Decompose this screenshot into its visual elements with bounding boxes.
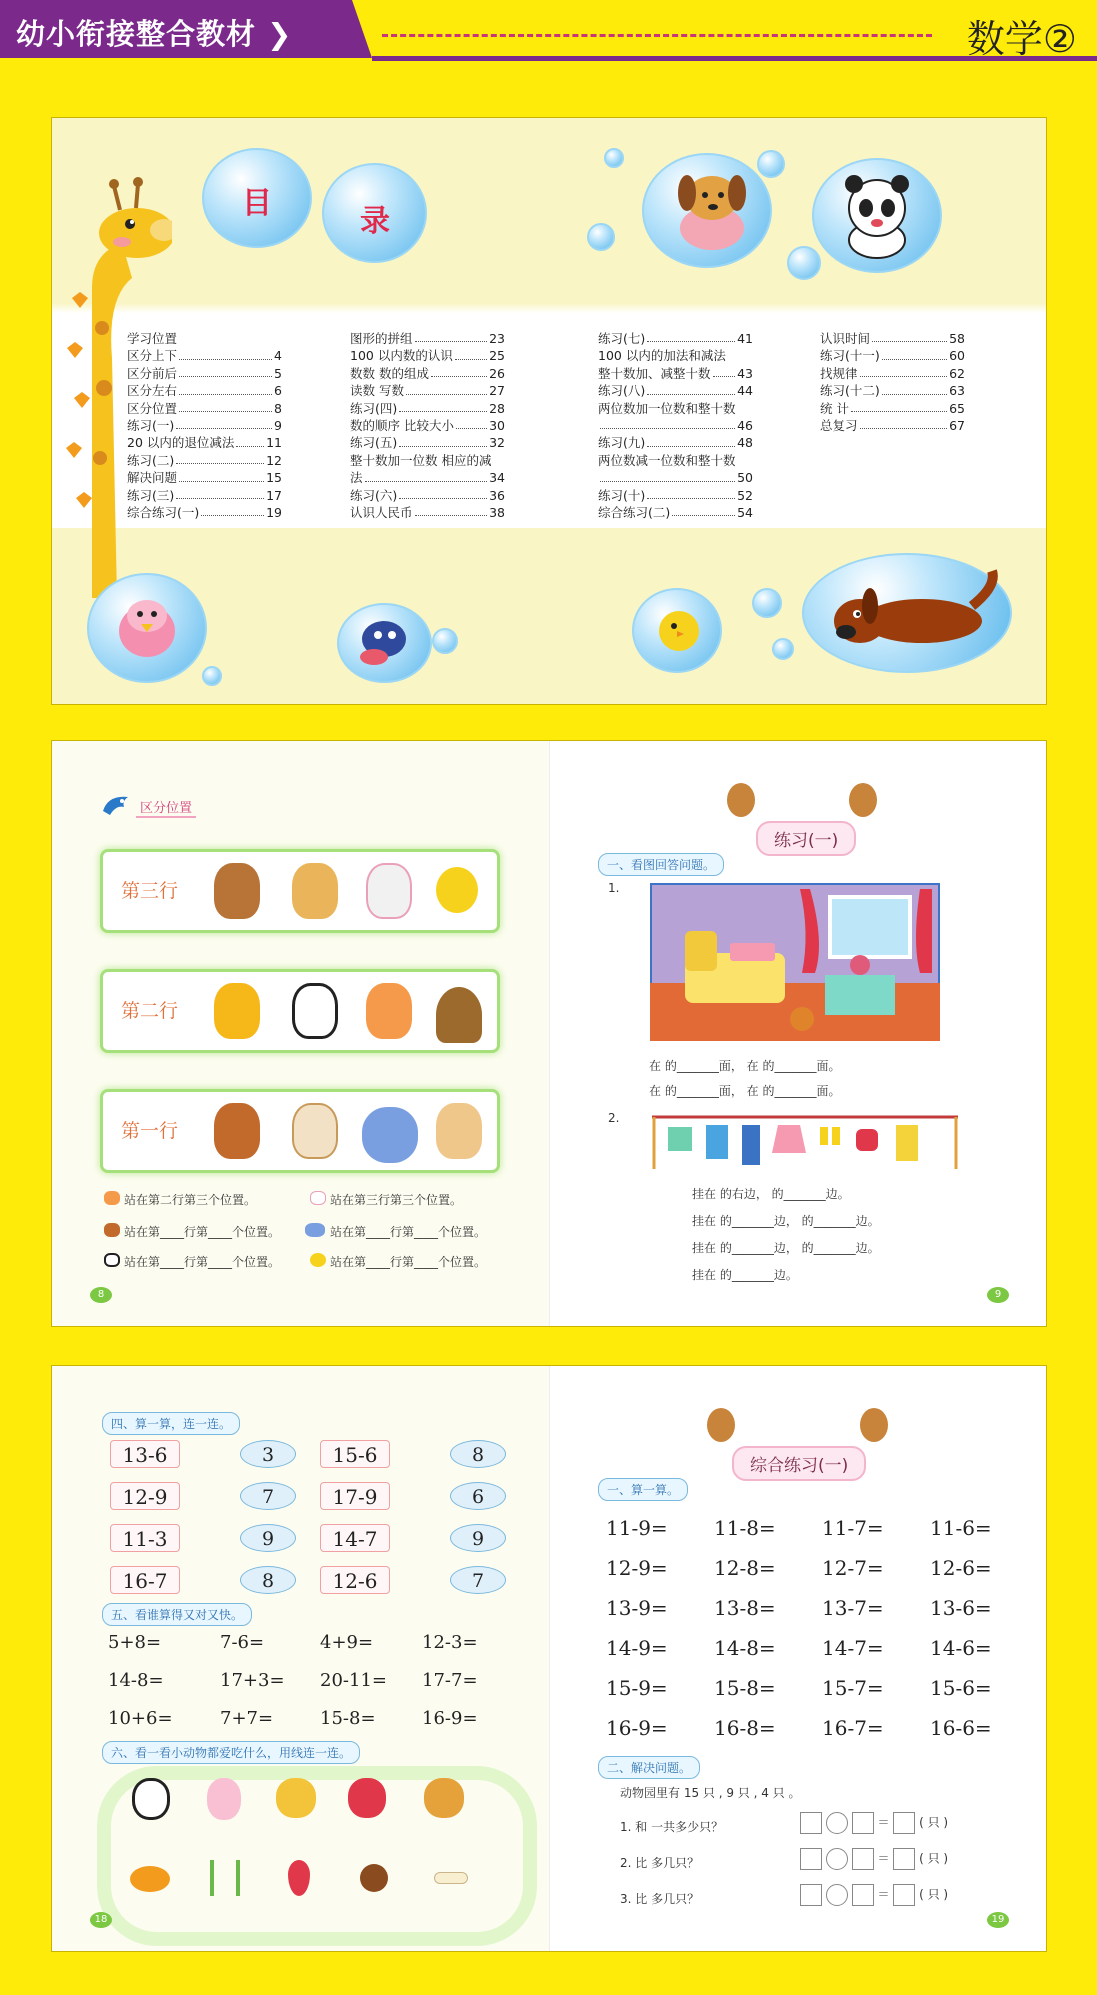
equation[interactable]: 15-6=: [930, 1676, 992, 1700]
section-label: 四、算一算，连一连。: [102, 1412, 240, 1435]
toc-entry[interactable]: 练习(六) 36: [350, 487, 505, 503]
equation[interactable]: 14-9=: [606, 1636, 668, 1660]
toc-entry[interactable]: 综合练习(一) 19: [127, 505, 282, 521]
answer-boxes[interactable]: ＝ ( 只 ): [800, 1812, 948, 1834]
chick-figure[interactable]: [436, 867, 478, 913]
expression-card[interactable]: 12-9: [110, 1482, 180, 1510]
toc-column-2: [350, 330, 505, 521]
equation[interactable]: 11-8=: [714, 1516, 776, 1540]
deer-icon: [104, 1223, 120, 1237]
toc-entry[interactable]: 找规律 62: [820, 365, 965, 381]
answer-oval[interactable]: 6: [450, 1482, 506, 1510]
clothesline-illustration: [650, 1111, 960, 1171]
equation[interactable]: 13-7=: [822, 1596, 884, 1620]
bee-left-icon: [707, 1408, 735, 1442]
toc-entry[interactable]: 练习(五) 32: [350, 435, 505, 451]
exercise-title: 综合练习(一): [732, 1446, 866, 1481]
bear-figure[interactable]: [214, 863, 260, 919]
chick-illustration: [652, 603, 707, 658]
toc-entry[interactable]: 练习(二) 12: [127, 452, 282, 468]
toc-entry[interactable]: 区分上下 4: [127, 348, 282, 364]
answer-oval[interactable]: 8: [450, 1440, 506, 1468]
answer-line[interactable]: 挂在 的_______边， 的_______边。: [692, 1241, 880, 1255]
answer-oval[interactable]: 9: [240, 1524, 296, 1552]
equation[interactable]: 5+8=: [108, 1632, 162, 1653]
spread-pages-8-9: [51, 740, 1047, 1327]
equation[interactable]: 15-9=: [606, 1676, 668, 1700]
equation[interactable]: 4+9=: [320, 1632, 374, 1653]
spread-pages-18-19: [51, 1365, 1047, 1952]
equation[interactable]: 12-3=: [422, 1632, 478, 1653]
equation[interactable]: 11-7=: [822, 1516, 884, 1540]
bee-right-icon: [849, 783, 877, 817]
page-header: [0, 0, 1097, 60]
answer-line[interactable]: 在 的_______面， 在 的_______面。: [649, 1059, 841, 1073]
series-title: [16, 12, 292, 53]
equation[interactable]: 13-8=: [714, 1596, 776, 1620]
toc-entry[interactable]: 46: [598, 417, 753, 434]
small-bubble: [752, 588, 782, 618]
toc-entry[interactable]: 练习(十一) 60: [820, 348, 965, 364]
small-bubble: [787, 246, 821, 280]
toc-entry[interactable]: 整十数加一位数 相应的减: [350, 452, 492, 468]
expression-card[interactable]: 14-7: [320, 1524, 390, 1552]
toc-entry[interactable]: 练习(四) 28: [350, 400, 505, 416]
toc-column-1: [127, 330, 282, 521]
unit-label: ( 只 ): [919, 1815, 949, 1830]
answer-line[interactable]: 在 的_______面， 在 的_______面。: [649, 1084, 841, 1098]
equation[interactable]: 11-9=: [606, 1516, 668, 1540]
equation[interactable]: 16-9=: [422, 1708, 478, 1729]
equation[interactable]: 17-7=: [422, 1670, 478, 1691]
toc-entry[interactable]: 认识时间 58: [820, 331, 965, 346]
equation[interactable]: 16-7=: [822, 1716, 884, 1740]
toc-entry[interactable]: 两位数减一位数和整十数: [598, 452, 736, 468]
equation[interactable]: 13-6=: [930, 1596, 992, 1620]
equation[interactable]: 7-6=: [220, 1632, 265, 1653]
page-number: 9: [987, 1287, 1009, 1303]
sub-question: 2. 比 多几只？: [620, 1856, 700, 1870]
equation[interactable]: 14-8=: [714, 1636, 776, 1660]
answer-oval[interactable]: 9: [450, 1524, 506, 1552]
equation[interactable]: 14-7=: [822, 1636, 884, 1660]
bamboo-icon[interactable]: [210, 1860, 240, 1896]
question-line: 站在第二行第三个位置。: [124, 1193, 257, 1207]
answer-oval[interactable]: 3: [240, 1440, 296, 1468]
answer-oval[interactable]: 8: [240, 1566, 296, 1594]
section-label: 一、算一算。: [598, 1478, 688, 1501]
series-title-text: 幼小衔接整合教材: [16, 17, 257, 51]
toc-column-3: [598, 330, 753, 521]
monkey-figure[interactable]: [292, 863, 338, 919]
page-number: 19: [987, 1912, 1009, 1928]
equation[interactable]: 14-6=: [930, 1636, 992, 1660]
small-bubble: [772, 638, 794, 660]
toc-entry[interactable]: 统 计 65: [820, 400, 965, 416]
question-line[interactable]: 站在第____行第____个位置。: [330, 1225, 487, 1239]
row-label: 第三行: [121, 880, 179, 902]
equation[interactable]: 12-9=: [606, 1556, 668, 1580]
toc-entry[interactable]: 100 以内的加法和减法: [598, 348, 726, 364]
toc-entry[interactable]: 区分左右 6: [127, 383, 282, 399]
toc-entry[interactable]: 练习(十) 52: [598, 487, 753, 503]
equation[interactable]: 16-8=: [714, 1716, 776, 1740]
equation[interactable]: 7+7=: [220, 1708, 274, 1729]
toc-entry[interactable]: 20 以内的退位减法 11: [127, 435, 282, 451]
problem-statement: 动物园里有 15 只 , 9 只 , 4 只 。: [620, 1786, 801, 1800]
nut-icon[interactable]: [360, 1864, 388, 1892]
equation[interactable]: 16-6=: [930, 1716, 992, 1740]
toc-entry[interactable]: 读数 写数 27: [350, 383, 505, 399]
equation[interactable]: 17+3=: [220, 1670, 285, 1691]
unit-label: ( 只 ): [919, 1851, 949, 1866]
expression-card[interactable]: 17-9: [320, 1482, 390, 1510]
answer-oval[interactable]: 7: [450, 1566, 506, 1594]
toc-entry[interactable]: 认识人民币 38: [350, 505, 505, 521]
toc-title-char-2: 录: [360, 204, 390, 239]
toc-column-4: [820, 330, 965, 434]
toc-entry[interactable]: 区分位置 8: [127, 400, 282, 416]
small-bubble: [757, 150, 785, 178]
answer-boxes[interactable]: ＝ ( 只 ): [800, 1884, 948, 1906]
elephant-icon: [305, 1223, 325, 1237]
tiger-figure[interactable]: [214, 983, 260, 1039]
header-dashed-line: [382, 34, 932, 37]
equation[interactable]: 20-11=: [320, 1670, 387, 1691]
toc-entry[interactable]: 总复习 67: [820, 418, 965, 434]
section-label: 一、看图回答问题。: [598, 853, 724, 876]
subject-title: 数学②: [966, 17, 1077, 61]
elephant-figure[interactable]: [362, 1107, 418, 1163]
equation[interactable]: 14-8=: [108, 1670, 164, 1691]
answer-line[interactable]: 挂在 的_______边， 的_______边。: [692, 1214, 880, 1228]
answer-line[interactable]: 挂在 的_______边。: [692, 1268, 798, 1282]
puppy-figure[interactable]: [436, 1103, 482, 1159]
deer-figure[interactable]: [214, 1103, 260, 1159]
rabbit-icon: [310, 1191, 326, 1205]
fish-icon[interactable]: [130, 1866, 170, 1892]
equation[interactable]: 13-9=: [606, 1596, 668, 1620]
panda-figure[interactable]: [132, 1778, 170, 1820]
expression-card[interactable]: 16-7: [110, 1566, 180, 1594]
question-line: 站在第三行第三个位置。: [330, 1193, 463, 1207]
equation[interactable]: 15-8=: [714, 1676, 776, 1700]
equation[interactable]: 11-6=: [930, 1516, 992, 1540]
answer-boxes[interactable]: ＝ ( 只 ): [800, 1848, 948, 1870]
bee-left-icon: [727, 783, 755, 817]
row-label: 第二行: [121, 1000, 179, 1022]
toc-entry[interactable]: 学习位置: [127, 331, 178, 346]
sub-question: 1. 和 一共多少只？: [620, 1820, 724, 1834]
panda-icon: [104, 1253, 120, 1267]
page-number: 8: [90, 1287, 112, 1303]
fox-icon: [104, 1191, 120, 1205]
toc-entry[interactable]: 数的顺序 比较大小 30: [350, 418, 505, 434]
toc-entry[interactable]: 100 以内数的认识 25: [350, 348, 505, 364]
equation[interactable]: 12-8=: [714, 1556, 776, 1580]
toc-entry[interactable]: 练习(八) 44: [598, 383, 753, 399]
chevron-right-icon: ❯: [267, 17, 293, 51]
question-number: 2.: [608, 1111, 620, 1125]
bee-right-icon: [860, 1408, 888, 1442]
toc-entry[interactable]: 练习(九) 48: [598, 435, 753, 451]
chick-icon: [310, 1253, 326, 1267]
panda-illustration: [832, 168, 922, 263]
row-label: 第一行: [121, 1120, 179, 1142]
bedroom-illustration: [650, 883, 940, 1041]
page-number: 18: [90, 1912, 112, 1928]
equation[interactable]: 15-8=: [320, 1708, 376, 1729]
toc-entry[interactable]: 图形的拼组 23: [350, 331, 505, 346]
equation[interactable]: 15-7=: [822, 1676, 884, 1700]
toc-entry[interactable]: 两位数加一位数和整十数: [598, 400, 736, 416]
dachshund-illustration: [822, 566, 1002, 666]
section-label: 二、解决问题。: [598, 1756, 700, 1779]
rooster-figure[interactable]: [348, 1778, 386, 1818]
section-title: 区分位置: [136, 797, 196, 818]
question-line[interactable]: 站在第____行第____个位置。: [124, 1225, 281, 1239]
goat-figure[interactable]: [292, 1103, 338, 1159]
equation[interactable]: 12-7=: [822, 1556, 884, 1580]
equation[interactable]: 12-6=: [930, 1556, 992, 1580]
section-label: 五、看谁算得又对又快。: [102, 1603, 252, 1626]
toc-title-char-1: 目: [242, 186, 272, 221]
toc-entry[interactable]: 练习(七) 41: [598, 331, 753, 346]
question-line[interactable]: 站在第____行第____个位置。: [330, 1255, 487, 1269]
dog-figure[interactable]: [424, 1778, 464, 1818]
dog-illustration: [667, 163, 757, 258]
toc-entry[interactable]: 50: [598, 469, 753, 486]
expression-card[interactable]: 12-6: [320, 1566, 390, 1594]
question-line[interactable]: 站在第____行第____个位置。: [124, 1255, 281, 1269]
toc-entry[interactable]: 练习(一) 9: [127, 418, 282, 434]
expression-card[interactable]: 11-3: [110, 1524, 180, 1552]
expression-card[interactable]: 15-6: [320, 1440, 390, 1468]
equation[interactable]: 10+6=: [108, 1708, 173, 1729]
sub-question: 3. 比 多几只？: [620, 1892, 700, 1906]
fox-figure[interactable]: [366, 983, 412, 1039]
rabbit-figure[interactable]: [366, 863, 412, 919]
question-number: 1.: [608, 881, 620, 895]
equation[interactable]: 16-9=: [606, 1716, 668, 1740]
toc-entry[interactable]: 法 34: [350, 470, 505, 486]
small-bubble: [604, 148, 624, 168]
toc-entry[interactable]: 综合练习(二) 54: [598, 505, 753, 521]
hedgehog-figure[interactable]: [436, 987, 482, 1043]
panda-figure[interactable]: [292, 983, 338, 1039]
toc-entry[interactable]: 区分前后 5: [127, 365, 282, 381]
toc-entry[interactable]: 练习(三) 17: [127, 487, 282, 503]
small-bubble: [587, 223, 615, 251]
unit-label: ( 只 ): [919, 1887, 949, 1902]
toc-entry[interactable]: 解决问题 15: [127, 470, 282, 486]
dolphin-icon: [100, 789, 134, 823]
toc-entry[interactable]: 练习(十二) 63: [820, 383, 965, 399]
exercise-title: 练习(一): [756, 821, 856, 856]
expression-card[interactable]: 13-6: [110, 1440, 180, 1468]
answer-oval[interactable]: 7: [240, 1482, 296, 1510]
small-bubble: [432, 628, 458, 654]
answer-line[interactable]: 挂在 的右边， 的_______边。: [692, 1187, 850, 1201]
toc-entry[interactable]: 整十数加、减整十数 43: [598, 365, 753, 381]
octopus-illustration: [352, 613, 417, 673]
rabbit-figure[interactable]: [207, 1778, 241, 1820]
toc-entry[interactable]: 数数 数的组成 26: [350, 365, 505, 381]
small-bubble: [202, 666, 222, 686]
pink-bird-illustration: [107, 586, 187, 666]
toc-spread: [51, 117, 1047, 705]
bone-icon[interactable]: [434, 1872, 468, 1884]
cat-figure[interactable]: [276, 1778, 316, 1818]
section-label: 六、看一看小动物都爱吃什么，用线连一连。: [102, 1741, 360, 1764]
